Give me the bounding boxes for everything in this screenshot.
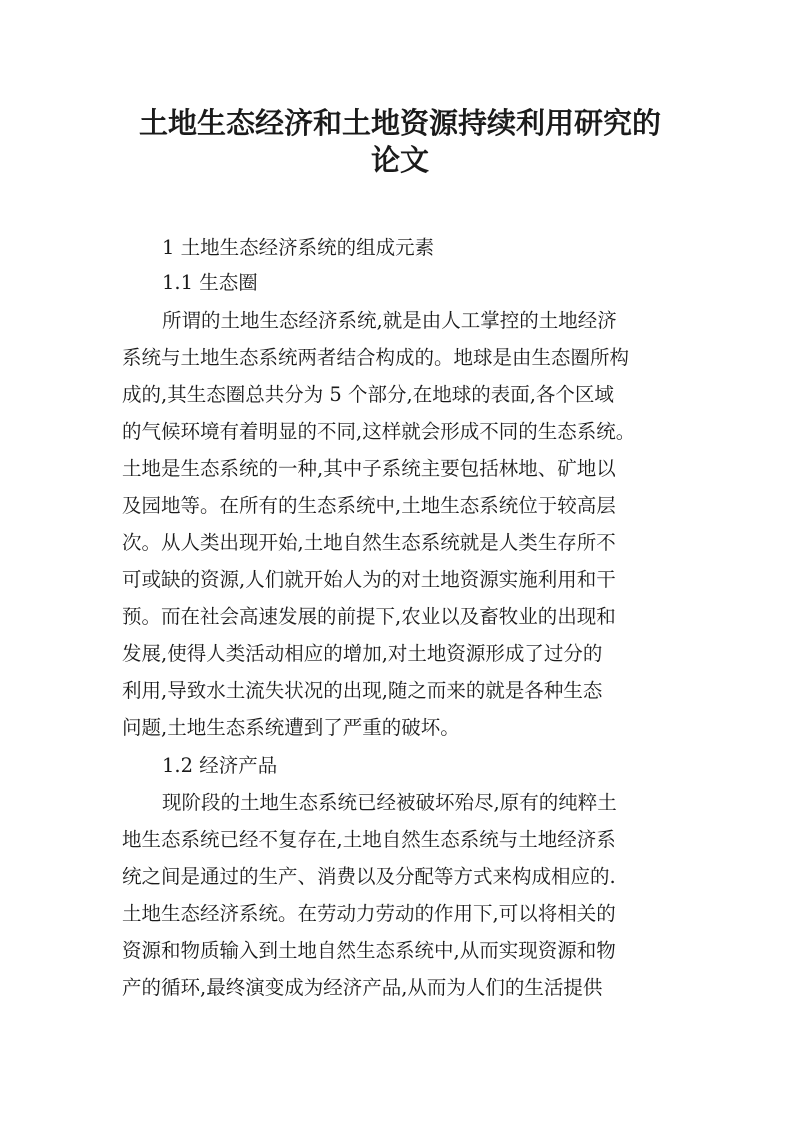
paragraph-line: 利用,导致水土流失状况的出现,随之而来的就是各种生态 bbox=[122, 679, 603, 702]
paragraph-line: 土地生态经济系统。在劳动力劳动的作用下,可以将相关的 bbox=[122, 902, 616, 925]
paragraph-line: 的气候环境有着明显的不同,这样就会形成不同的生态系统。 bbox=[122, 420, 636, 443]
paragraph-line: 资源和物质输入到土地自然生态系统中,从而实现资源和物 bbox=[122, 939, 616, 962]
paragraph-line: 土地是生态系统的一种,其中子系统主要包括林地、矿地以 bbox=[122, 457, 616, 480]
title-line-2: 论文 bbox=[370, 143, 429, 177]
subsection-heading: 1.1 生态圈 bbox=[162, 271, 258, 294]
paragraph-line: 系统与土地生态系统两者结合构成的。地球是由生态圈所构 bbox=[122, 346, 630, 369]
paragraph-line: 预。而在社会高速发展的前提下,农业以及畜牧业的出现和 bbox=[122, 605, 616, 628]
paragraph-line: 现阶段的土地生态系统已经被破坏殆尽,原有的纯粹土 bbox=[162, 791, 617, 814]
title-line-1: 土地生态经济和土地资源持续利用研究的 bbox=[138, 106, 661, 140]
section-heading: 1 土地生态经济系统的组成元素 bbox=[162, 236, 435, 259]
paragraph-line: 次。从人类出现开始,土地自然生态系统就是人类生存所不 bbox=[122, 531, 616, 554]
paragraph-line: 问题,土地生态系统遭到了严重的破坏。 bbox=[122, 716, 460, 739]
paragraph-line: 发展,使得人类活动相应的增加,对土地资源形成了过分的 bbox=[122, 642, 603, 665]
paragraph-line: 及园地等。在所有的生态系统中,土地生态系统位于较高层 bbox=[122, 494, 616, 517]
paragraph-line: 统之间是通过的生产、消费以及分配等方式来构成相应的. bbox=[122, 865, 616, 888]
paragraph-line: 地生态系统已经不复存在,土地自然生态系统与土地经济系 bbox=[122, 828, 616, 851]
paragraph-line: 所谓的土地生态经济系统,就是由人工掌控的土地经济 bbox=[162, 309, 617, 332]
subsection-heading: 1.2 经济产品 bbox=[162, 754, 278, 777]
paragraph-line: 可或缺的资源,人们就开始人为的对土地资源实施利用和干 bbox=[122, 568, 616, 591]
paragraph-line: 成的,其生态圈总共分为 5 个部分,在地球的表面,各个区域 bbox=[122, 383, 614, 406]
paragraph-line: 产的循环,最终演变成为经济产品,从而为人们的生活提供 bbox=[122, 976, 603, 999]
